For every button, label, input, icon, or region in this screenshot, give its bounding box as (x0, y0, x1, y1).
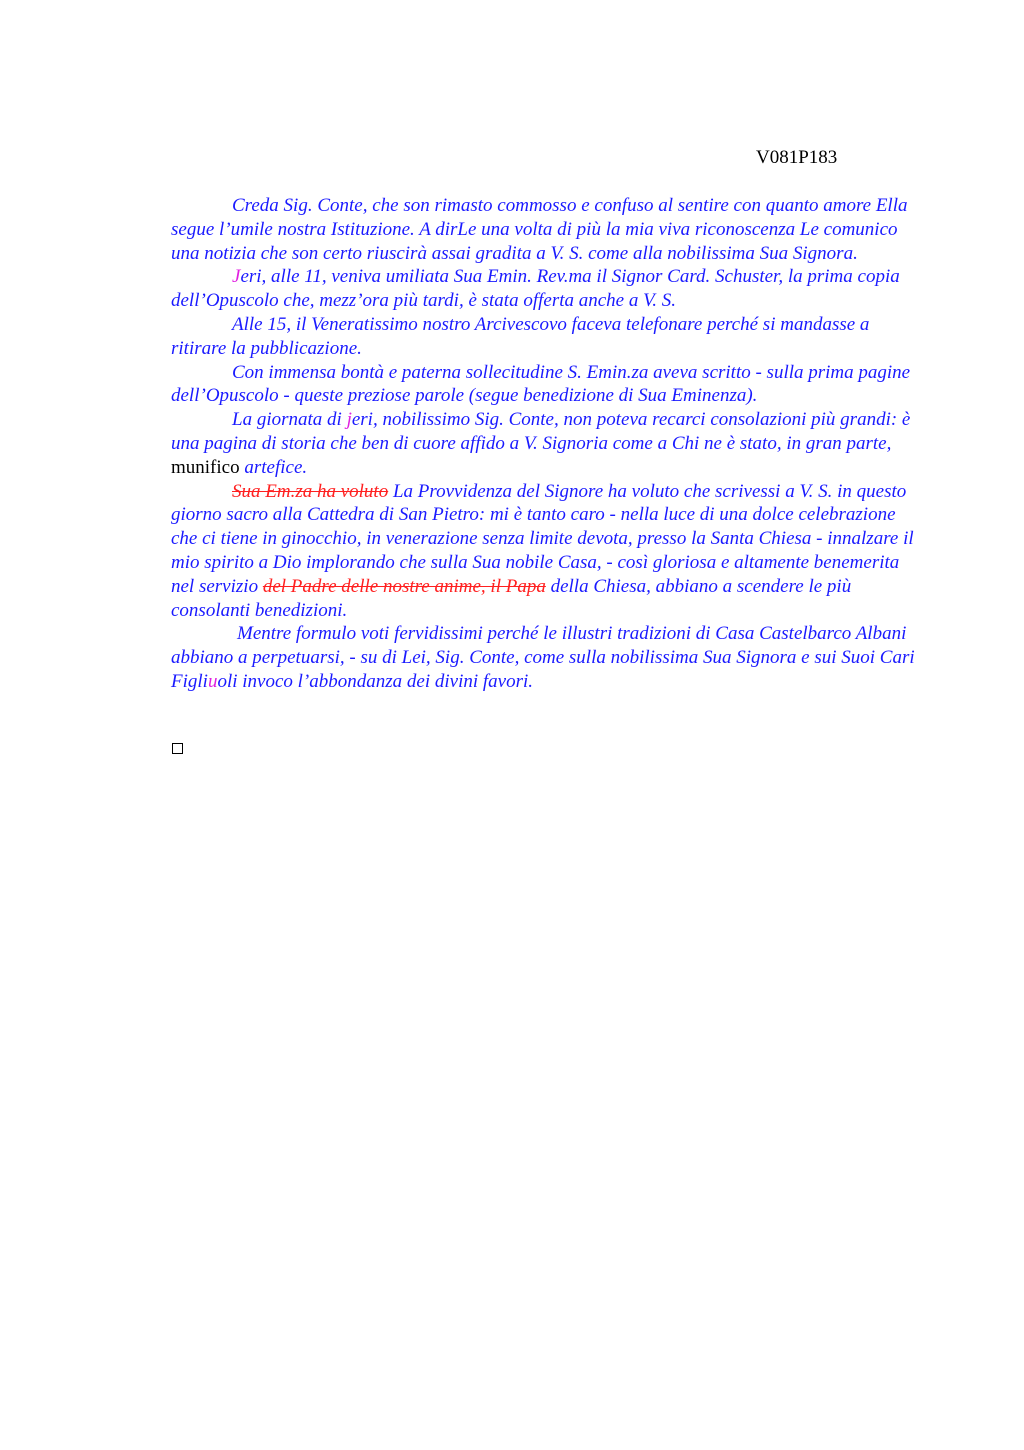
letter-body (171, 194, 923, 694)
corrected-letter-u: u (207, 670, 218, 692)
paragraph-5-text-a: La giornata di (232, 409, 347, 431)
paragraph-7-text-a: Mentre formulo voti fervidissimi perché le illustri tradizioni di Casa Castelbarco Albani abbiano a perpetuarsi, - su di Lei, Sig. Conte, come sulla nobilissima Sua Signora e sui Suoi Cari Figli (171, 623, 915, 692)
paragraph-3: Alle 15, il Veneratissimo nostro Arcivescovo faceva telefonare perché si mandasse a ritirare la pubblicazione. (171, 313, 870, 359)
page-code: V081P183 (756, 147, 838, 168)
paragraph-7-text-b: oli invoco l’abbondanza dei divini favori. (217, 670, 534, 692)
paragraph-2 (171, 265, 923, 313)
deleted-text-1: Sua Em.za ha voluto (232, 480, 389, 502)
paragraph-6-text-b: della Chiesa, abbiano a scendere le più consolanti benedizioni. (171, 575, 852, 621)
paragraph-6 (171, 480, 923, 623)
paragraph-1: Creda Sig. Conte, che son rimasto commosso e confuso al sentire con quanto amore Ella segue l’umile nostra Istituzione. A dirLe una volta di più la mia viva riconoscenza Le comunico una notizia che son certo riuscirà assai gradita a V. S. come alla nobilissima Sua Signora. (171, 195, 908, 264)
deleted-text-2: del Padre delle nostre anime, il Papa (262, 575, 546, 597)
corrected-initial: J (232, 266, 241, 288)
paragraph-7 (171, 622, 923, 693)
plain-word: munifico (171, 456, 240, 478)
checkbox-glyph (172, 743, 183, 754)
paragraph-6-text-a: La Provvidenza del Signore ha voluto che scrivessi a V. S. in questo giorno sacro alla Cattedra di San Pietro: mi è tanto caro - nella luce di una dolce celebrazione che ci tiene in ginocchio, in venerazione senza limite devota, presso la Santa Chiesa - innalzare il mio spirito a Dio implorando che sulla Sua nobile Casa, - così gloriosa e altamente benemerita nel servizio (171, 480, 914, 597)
paragraph-5-text-c: artefice. (239, 456, 308, 478)
paragraph-2-text: eri, alle 11, veniva umiliata Sua Emin. Rev.ma il Signor Card. Schuster, la prima copia dell’Opuscolo che, mezz’ora più tardi, è stata offerta anche a V. S. (171, 266, 900, 312)
paragraph-5-text-b: eri, nobilissimo Sig. Conte, non poteva recarci consolazioni più grandi: è una pagina di storia che ben di cuore affido a V. Signoria come a Chi ne è stato, in gran parte, (171, 409, 911, 454)
paragraph-5 (171, 408, 923, 479)
corrected-letter: j (346, 409, 352, 431)
paragraph-4: Con immensa bontà e paterna sollecitudine S. Emin.za aveva scritto - sulla prima pagine dell’Opuscolo - queste preziose parole (segue benedizione di Sua Eminenza). (171, 361, 911, 407)
